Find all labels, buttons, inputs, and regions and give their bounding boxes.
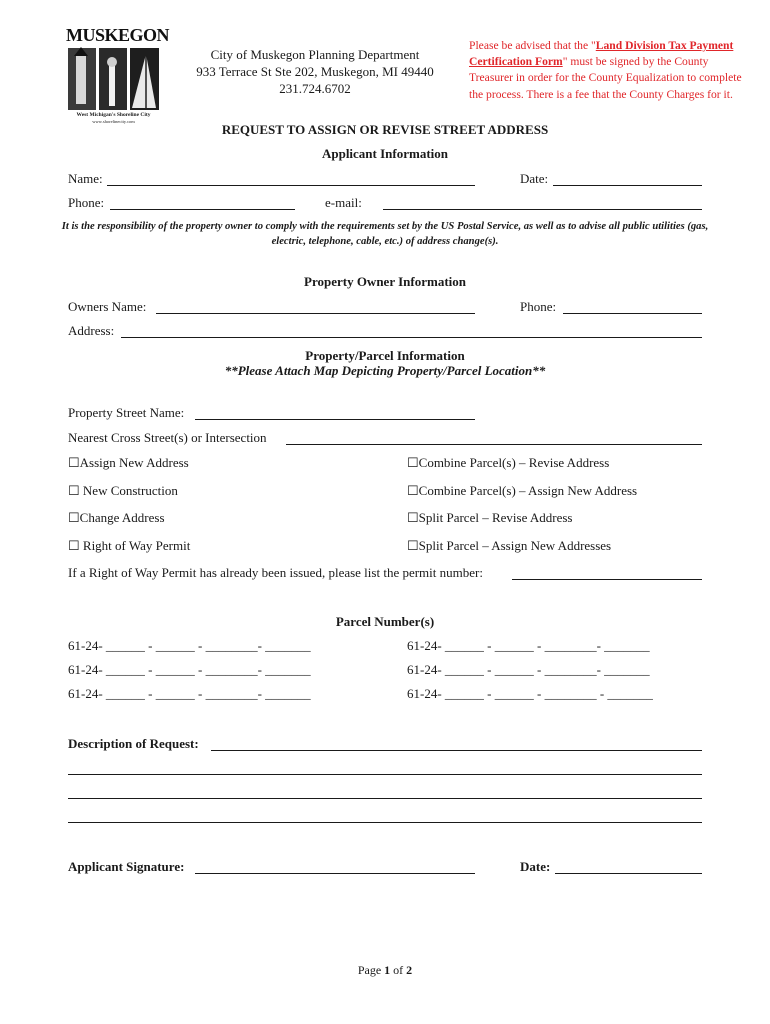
parcel-number-field[interactable]: 61-24- ______ - ______ - ________- _______: [407, 638, 650, 653]
phone-field[interactable]: [110, 209, 295, 210]
signature-date-label: Date:: [520, 859, 551, 874]
parcel-number-field[interactable]: 61-24- ______ - ______ - ________- _______: [407, 662, 650, 677]
logo-tagline: West Michigan's Shoreline City: [76, 112, 151, 118]
owner-heading: Property Owner Information: [304, 274, 466, 289]
notice-text-before: Please be advised that the ": [469, 39, 596, 52]
department-name: City of Muskegon Planning Department: [210, 47, 420, 62]
page-current: 1: [384, 963, 391, 977]
right-of-way-checkbox[interactable]: ☐ Right of Way Permit: [68, 538, 191, 553]
parcel-info-subheading: **Please Attach Map Depicting Property/Parcel Location**: [224, 363, 546, 378]
certification-form-link[interactable]: Land Division Tax Payment Certification Form: [469, 39, 734, 69]
applicant-heading: Applicant Information: [321, 146, 449, 161]
page-number: [0, 963, 770, 978]
description-line[interactable]: [68, 822, 702, 823]
signature-date-field[interactable]: [555, 873, 702, 874]
split-revise-checkbox[interactable]: ☐Split Parcel – Revise Address: [407, 510, 573, 525]
phone-number: 231.724.6702: [279, 81, 351, 96]
permit-number-label: If a Right of Way Permit has already been issued, please list the permit number:: [68, 565, 483, 580]
cross-street-label: Nearest Cross Street(s) or Intersection: [68, 430, 267, 445]
email-label: e-mail:: [325, 195, 362, 210]
street-name-label: Property Street Name:: [68, 405, 185, 420]
email-field[interactable]: [383, 209, 702, 210]
parcel-number-field[interactable]: 61-24- ______ - ______ - ________ - _______: [407, 686, 653, 701]
change-address-checkbox[interactable]: ☐Change Address: [68, 510, 165, 525]
city-logo: [66, 25, 170, 130]
page-prefix: Page: [357, 963, 385, 977]
description-line[interactable]: [68, 774, 702, 775]
parcel-number-field[interactable]: 61-24- ______ - ______ - ________- _______: [68, 686, 311, 701]
page-total: 2: [406, 963, 413, 977]
combine-revise-checkbox[interactable]: ☐Combine Parcel(s) – Revise Address: [407, 455, 610, 470]
split-assign-checkbox[interactable]: ☐Split Parcel – Assign New Addresses: [407, 538, 612, 553]
date-field[interactable]: [553, 185, 702, 186]
owner-name-label: Owners Name:: [68, 299, 147, 314]
responsibility-note: It is the responsibility of the property owner to comply with the requirements set by the US Postal Service, as well as to advise all public utilities (gas, electric, telephone, cable, etc.) of address change(s).: [61, 221, 709, 247]
parcel-info-heading: Property/Parcel Information: [305, 348, 465, 363]
owner-phone-field[interactable]: [563, 313, 702, 314]
form-title: REQUEST TO ASSIGN OR REVISE STREET ADDRESS: [221, 122, 549, 137]
owner-address-label: Address:: [68, 323, 115, 338]
name-label: Name:: [68, 171, 103, 186]
description-label: Description of Request:: [68, 736, 199, 751]
combine-assign-checkbox[interactable]: ☐Combine Parcel(s) – Assign New Address: [407, 483, 638, 498]
treasurer-notice: [469, 38, 749, 103]
date-label: Date:: [520, 171, 549, 186]
name-field[interactable]: [107, 185, 475, 186]
logo-title: MUSKEGON: [66, 25, 170, 45]
phone-label: Phone:: [68, 195, 105, 210]
new-construction-checkbox[interactable]: ☐ New Construction: [68, 483, 178, 498]
assign-new-address-checkbox[interactable]: ☐Assign New Address: [68, 455, 189, 470]
lighthouse-logo-icon: [66, 44, 161, 112]
street-name-field[interactable]: [195, 419, 475, 420]
street-address: 933 Terrace St Ste 202, Muskegon, MI 49440: [196, 64, 434, 79]
parcel-number-field[interactable]: 61-24- ______ - ______ - ________- _______: [68, 662, 311, 677]
description-line[interactable]: [68, 798, 702, 799]
owner-address-field[interactable]: [121, 337, 702, 338]
notice-text-after: " must be signed by the County Treasurer in order for the County Equalization to complete the process. There is a fee that the County Charges for it.: [469, 55, 742, 101]
page-middle: of: [390, 963, 407, 977]
parcel-number-field[interactable]: 61-24- ______ - ______ - ________- _______: [68, 638, 311, 653]
signature-field[interactable]: [195, 873, 475, 874]
parcel-numbers-heading: Parcel Number(s): [335, 614, 435, 629]
owner-phone-label: Phone:: [520, 299, 557, 314]
logo-url: www.shorelinecity.com: [92, 119, 135, 124]
signature-label: Applicant Signature:: [68, 859, 185, 874]
cross-street-field[interactable]: [286, 444, 702, 445]
owner-name-field[interactable]: [156, 313, 475, 314]
description-field[interactable]: [211, 750, 702, 751]
permit-number-field[interactable]: [512, 579, 702, 580]
department-address: [175, 46, 455, 97]
